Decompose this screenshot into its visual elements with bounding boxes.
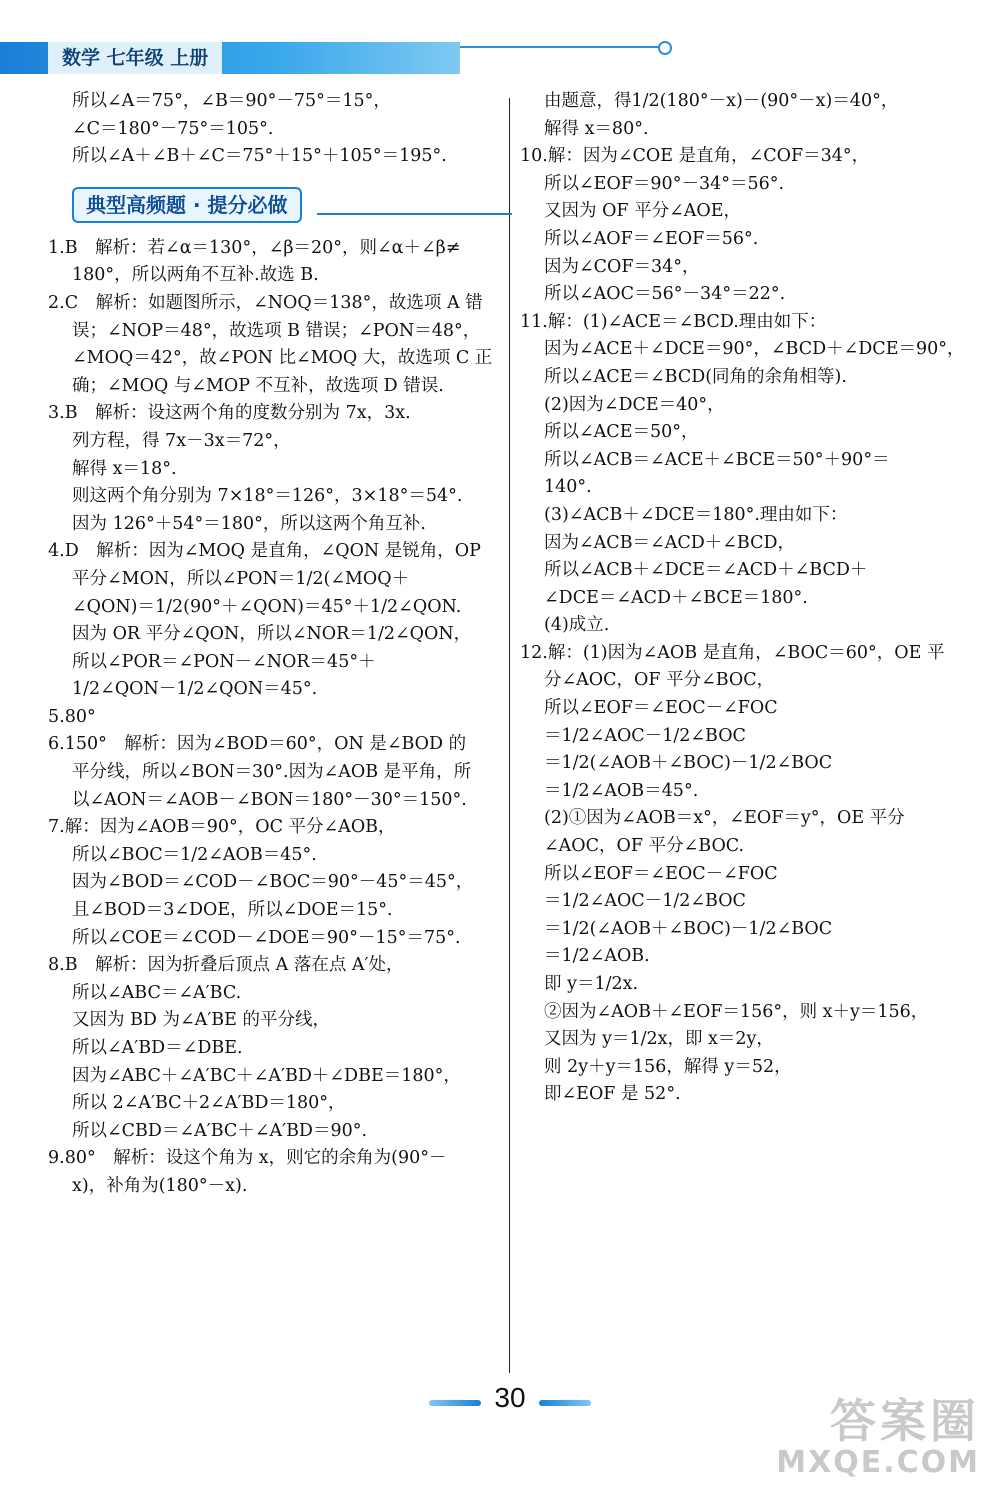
text-line: ∠C＝180°－75°＝105°.: [72, 118, 274, 139]
answer-line: 所以∠EOF＝∠EOC－∠FOC: [544, 863, 778, 884]
page-number: 30: [494, 1382, 526, 1413]
answer-line: 又因为 BD 为∠A′BE 的平分线，: [72, 1010, 330, 1031]
answer-line: 7.解：因为∠AOB＝90°，OC 平分∠AOB，: [48, 817, 396, 838]
answer-line: 所以∠COE＝∠COD－∠DOE＝90°－15°＝75°.: [72, 927, 461, 948]
answer-line: 10.解：因为∠COE 是直角，∠COF＝34°，: [520, 146, 870, 167]
answer-line: 则 2y＋y＝156，解得 y＝52，: [544, 1056, 792, 1077]
answer-line: 分∠AOC，OF 平分∠BOC，: [544, 670, 775, 691]
answer-line: 所以∠A′BD＝∠DBE.: [72, 1038, 243, 1058]
answer-line: 误；∠NOP＝48°，故选项 B 错误；∠PON＝48°，: [72, 320, 481, 341]
section-title: 典型高频题 · 提分必做: [72, 187, 302, 223]
section-rule: [317, 213, 512, 215]
answer-line: 所以∠AOC＝56°－34°＝22°.: [544, 284, 786, 305]
answer-line: 解得 x＝18°.: [72, 458, 177, 479]
watermark: [776, 1396, 980, 1480]
answer-line: 4.D 解析：因为∠MOQ 是直角，∠QON 是锐角，OP: [48, 541, 481, 562]
answer-line: 即 y＝1/2x.: [544, 974, 639, 994]
header-bar: [0, 42, 460, 74]
answer-line: ∠DCE＝∠ACD＋∠BCE＝180°.: [544, 587, 808, 608]
right-answer-list: [520, 88, 965, 1109]
answer-line: 180°，所以两角不互补.故选 B.: [72, 265, 319, 286]
answer-line: 140°.: [544, 477, 592, 498]
answer-line: ＝1/2∠AOB.: [544, 946, 650, 967]
answer-line: 由题意，得1/2(180°－x)－(90°－x)＝40°，: [544, 91, 899, 111]
answer-line: ＝1/2(∠AOB＋∠BOC)－1/2∠BOC: [544, 918, 833, 939]
answer-line: 以∠AON＝∠AOB－∠BON＝180°－30°＝150°.: [72, 789, 467, 810]
answer-line: ②因为∠AOB＋∠EOF＝156°，则 x＋y＝156，: [544, 1001, 929, 1022]
answer-line: ∠AOC，OF 平分∠BOC.: [544, 836, 745, 857]
answer-line: 所以∠AOF＝∠EOF＝56°.: [544, 228, 759, 249]
page-footer: [410, 1380, 610, 1416]
answer-line: 列方程，得 7x－3x＝72°，: [72, 430, 291, 451]
footer-decoration-left: [429, 1400, 481, 1406]
answer-line: ＝1/2∠AOB＝45°.: [544, 780, 699, 801]
answer-line: 3.B 解析：设这两个角的度数分别为 7x，3x.: [48, 403, 411, 424]
answer-line: (4)成立.: [544, 615, 610, 636]
watermark-url: MXQE.COM: [776, 1445, 980, 1480]
left-column: [48, 88, 496, 1201]
answer-line: 所以∠ABC＝∠A′BC.: [72, 982, 242, 1003]
text-line: 所以∠A＋∠B＋∠C＝75°＋15°＋105°＝195°.: [72, 146, 447, 167]
answer-line: ∠QON)＝1/2(90°＋∠QON)＝45°＋1/2∠QON.: [72, 596, 462, 617]
answer-line: 所以∠EOF＝∠EOC－∠FOC: [544, 698, 778, 719]
answer-line: 11.解：(1)∠ACE＝∠BCD.理由如下：: [520, 311, 827, 332]
book-title: 数学 七年级 上册: [48, 42, 222, 74]
answer-line: 1/2∠QON－1/2∠QON＝45°.: [72, 679, 318, 700]
answer-line: 5.80°: [48, 706, 96, 727]
answer-line: 平分线，所以∠BON＝30°.因为∠AOB 是平角，所: [72, 762, 472, 783]
answer-line: 8.B 解析：因为折叠后顶点 A 落在点 A′处，: [48, 955, 404, 976]
header-dot: [658, 41, 672, 55]
answer-line: 6.150° 解析：因为∠BOD＝60°，ON 是∠BOD 的: [48, 734, 467, 755]
answer-line: (2)①因为∠AOB＝x°，∠EOF＝y°，OE 平分: [544, 808, 905, 829]
answer-line: 所以 2∠A′BC＋2∠A′BD＝180°，: [72, 1093, 346, 1114]
answer-line: 所以∠ACE＝∠BCD(同角的余角相等).: [544, 366, 847, 387]
text-line: 所以∠A＝75°，∠B＝90°－75°＝15°，: [72, 91, 391, 111]
section-heading: [72, 187, 512, 223]
answer-line: 又因为 y＝1/2x，即 x＝2y，: [544, 1029, 774, 1050]
header-rule: [460, 46, 660, 48]
left-answer-list: [48, 235, 496, 1201]
answer-line: 确；∠MOQ 与∠MOP 不互补，故选项 D 错误.: [72, 375, 444, 396]
answer-line: 则这两个角分别为 7×18°＝126°，3×18°＝54°.: [72, 486, 463, 507]
answer-line: 因为 OR 平分∠QON，所以∠NOR＝1/2∠QON，: [72, 624, 472, 645]
answer-line: 即∠EOF 是 52°.: [544, 1084, 681, 1105]
answer-line: 所以∠ACE＝50°，: [544, 422, 699, 443]
answer-line: 且∠BOD＝3∠DOE，所以∠DOE＝15°.: [72, 900, 393, 921]
answer-line: (2)因为∠DCE＝40°，: [544, 394, 725, 415]
answer-line: 因为∠ACB＝∠ACD＋∠BCD，: [544, 532, 796, 553]
answer-line: 所以∠ACB＝∠ACE＋∠BCE＝50°＋90°＝: [544, 449, 890, 470]
answer-line: x)，补角为(180°－x).: [72, 1175, 248, 1196]
answer-line: (3)∠ACB＋∠DCE＝180°.理由如下：: [544, 504, 848, 525]
answer-line: ＝1/2(∠AOB＋∠BOC)－1/2∠BOC: [544, 753, 833, 774]
answer-line: 因为∠ABC＋∠A′BC＋∠A′BD＋∠DBE＝180°，: [72, 1065, 461, 1086]
answer-line: 平分∠MON，所以∠PON＝1/2(∠MOQ＋: [72, 568, 410, 589]
answer-line: 因为∠BOD＝∠COD－∠BOC＝90°－45°＝45°，: [72, 872, 474, 893]
answer-line: 因为 126°＋54°＝180°，所以这两个角互补.: [72, 513, 426, 534]
answer-line: ∠MOQ＝42°，故∠PON 比∠MOQ 大，故选项 C 正: [72, 348, 493, 369]
answer-line: 所以∠ACB＋∠DCE＝∠ACD＋∠BCD＋: [544, 560, 868, 581]
answer-line: 所以∠BOC＝1/2∠AOB＝45°.: [72, 844, 317, 865]
answer-line: 2.C 解析：如题图所示，∠NOQ＝138°，故选项 A 错: [48, 292, 483, 313]
column-divider: [509, 98, 510, 1373]
answer-line: 所以∠POR＝∠PON－∠NOR＝45°＋: [72, 651, 376, 672]
answer-line: 9.80° 解析：设这个角为 x，则它的余角为(90°－: [48, 1148, 447, 1169]
answer-line: 因为∠ACE＋∠DCE＝90°，∠BCD＋∠DCE＝90°，: [544, 339, 965, 360]
answer-line: 12.解：(1)因为∠AOB 是直角，∠BOC＝60°，OE 平: [520, 642, 945, 663]
answer-line: ＝1/2∠AOC－1/2∠BOC: [544, 891, 746, 912]
right-column: [520, 88, 965, 1109]
answer-line: 又因为 OF 平分∠AOE，: [544, 201, 742, 222]
answer-line: ＝1/2∠AOC－1/2∠BOC: [544, 725, 746, 746]
answer-line: 1.B 解析：若∠α＝130°，∠β＝20°，则∠α＋∠β≠: [48, 237, 461, 258]
answer-line: 所以∠CBD＝∠A′BC＋∠A′BD＝90°.: [72, 1120, 368, 1141]
watermark-logo: 答案圈: [830, 1394, 980, 1448]
answer-line: 因为∠COF＝34°，: [544, 256, 700, 277]
answer-line: 解得 x＝80°.: [544, 118, 649, 139]
answer-line: 所以∠EOF＝90°－34°＝56°.: [544, 173, 785, 194]
footer-decoration-right: [539, 1400, 591, 1406]
